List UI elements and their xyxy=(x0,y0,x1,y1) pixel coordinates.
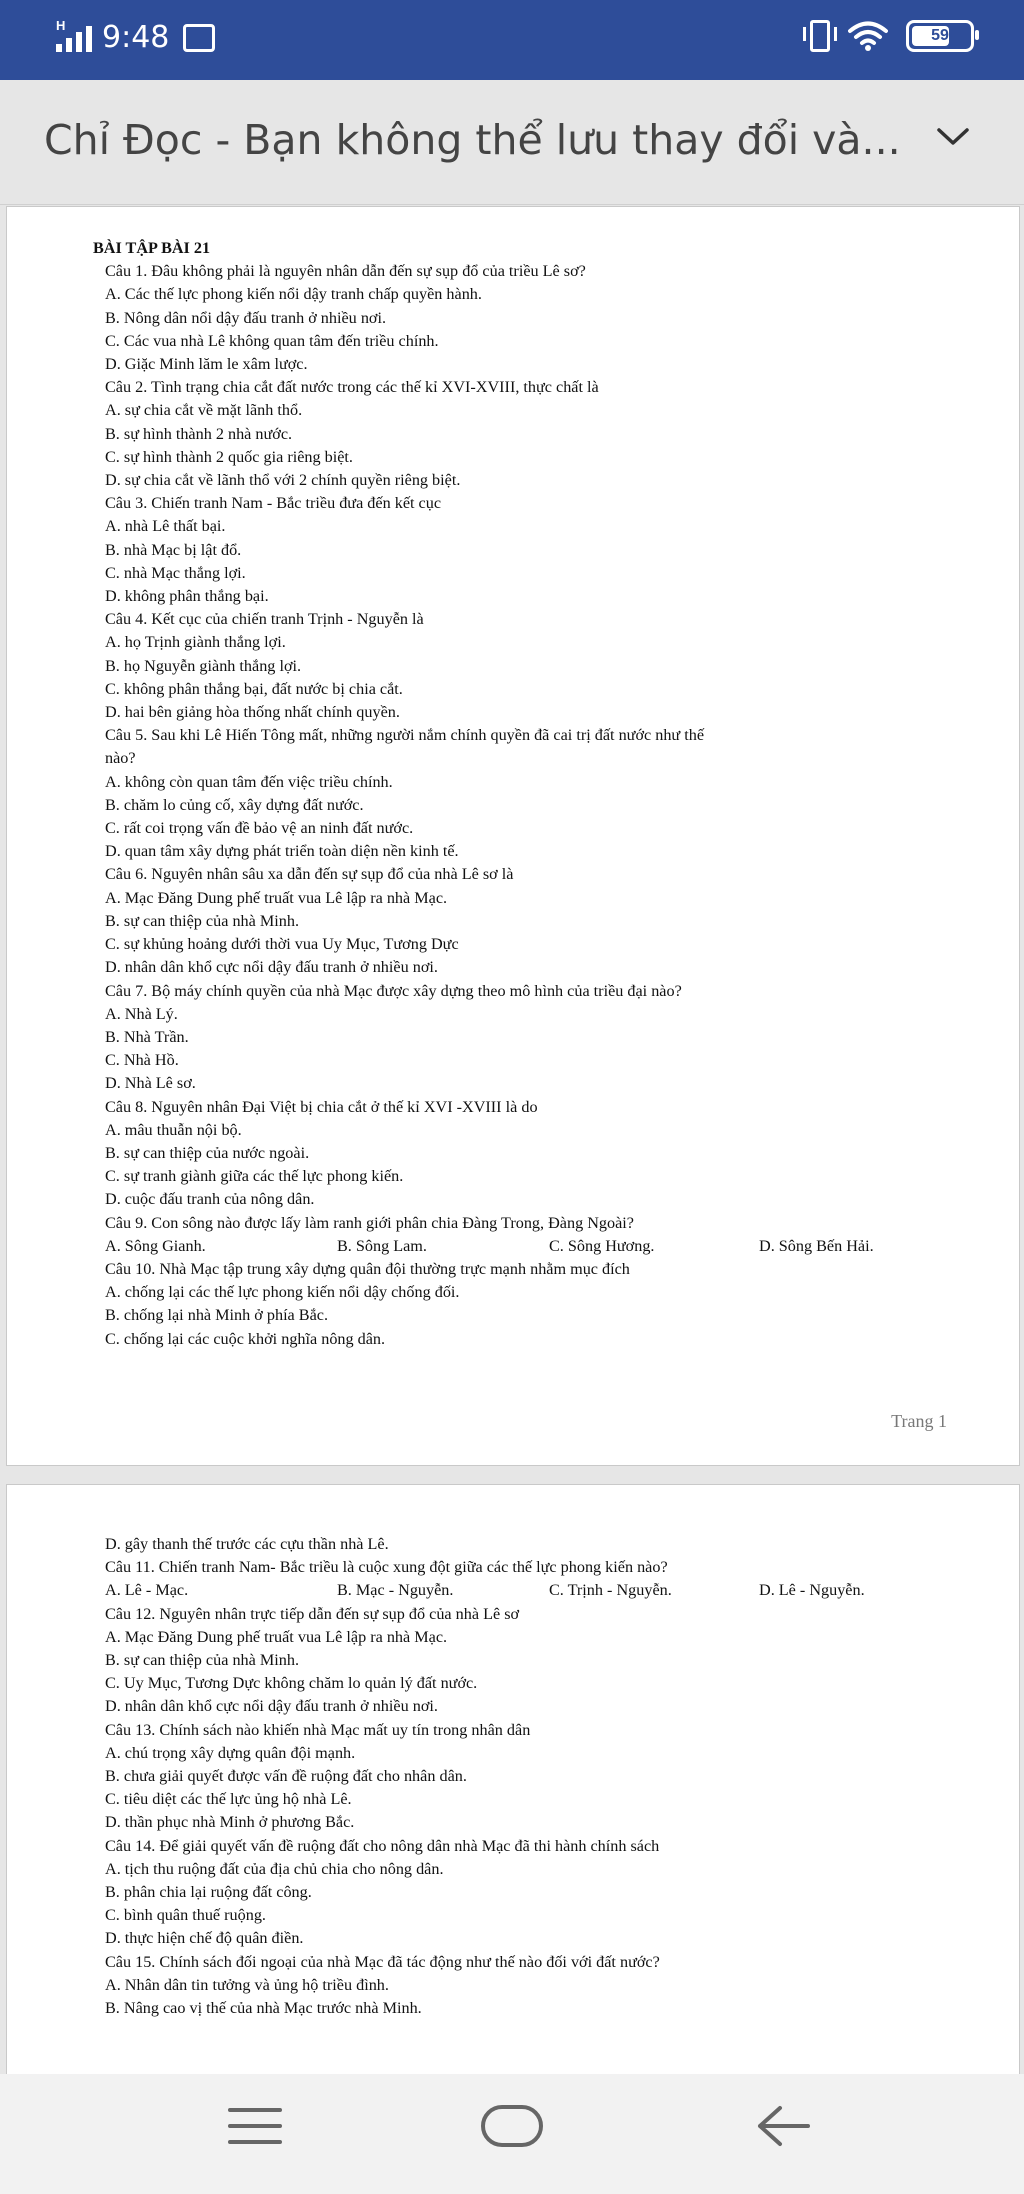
answer-line: D. Nhà Lê sơ. xyxy=(105,1074,196,1093)
answer-line: D. gây thanh thế trước các cựu thần nhà Lê. xyxy=(105,1535,389,1553)
home-icon[interactable] xyxy=(480,2104,544,2148)
answer-line: C. sự hình thành 2 quốc gia riêng biệt. xyxy=(105,447,353,466)
answer-line: B. Nâng cao vị thế của nhà Mạc trước nhà Minh. xyxy=(105,1999,422,2018)
answer-line: A. Nhà Lý. xyxy=(105,1004,178,1023)
answer-line: C. bình quân thuế ruộng. xyxy=(105,1906,266,1925)
answer-line: D. hai bên giảng hòa thống nhất chính quyền. xyxy=(105,703,400,722)
chevron-down-icon[interactable] xyxy=(936,126,970,148)
document-page-2 xyxy=(6,1484,1020,2076)
question-line: Câu 11. Chiến tranh Nam- Bắc triều là cuộc xung đột giữa các thế lực phong kiến nào? xyxy=(105,1558,668,1577)
answer-line: nào? xyxy=(105,749,136,768)
answer-line: D. nhân dân khổ cực nổi dậy đấu tranh ở nhiều nơi. xyxy=(105,958,438,977)
question-line: Câu 1. Đâu không phải là nguyên nhân dẫn đến sự sụp đổ của triều Lê sơ? xyxy=(105,262,586,281)
question-line: Câu 9. Con sông nào được lấy làm ranh giới phân chia Đàng Trong, Đàng Ngoài? xyxy=(105,1213,634,1232)
question-line: Câu 12. Nguyên nhân trực tiếp dẫn đến sự sụp đổ của nhà Lê sơ xyxy=(105,1604,520,1623)
answer-line: A. Nhân dân tin tưởng và ủng hộ triều đình. xyxy=(105,1975,389,1994)
answer-options-row xyxy=(87,1235,947,1258)
answer-line: C. Uy Mục, Tương Dực không chăm lo quản lý đất nước. xyxy=(105,1674,478,1693)
wifi-icon xyxy=(848,20,888,52)
back-icon[interactable] xyxy=(756,2104,810,2148)
answer-line: D. thần phục nhà Minh ở phương Bắc. xyxy=(105,1813,355,1832)
status-right xyxy=(810,20,974,52)
battery-level: 59 xyxy=(931,27,949,44)
document-page-1 xyxy=(6,206,1020,1466)
answer-options-row xyxy=(87,1579,947,1602)
answer-line: B. họ Nguyễn giành thắng lợi. xyxy=(105,656,302,675)
answer-line: A. tịch thu ruộng đất của địa chủ chia cho nông dân. xyxy=(105,1859,444,1878)
answer-line: A. không còn quan tâm đến việc triều chính. xyxy=(105,772,393,791)
answer-line: A. nhà Lê thất bại. xyxy=(105,517,226,536)
answer-option: C. Sông Hương. xyxy=(549,1236,655,1255)
answer-line: C. Nhà Hồ. xyxy=(105,1051,179,1070)
answer-line: C. không phân thắng bại, đất nước bị chia cắt. xyxy=(105,679,403,698)
answer-line: B. Nông dân nổi dậy đấu tranh ở nhiều nơi. xyxy=(105,308,387,327)
answer-line: B. Nhà Trần. xyxy=(105,1027,189,1046)
answer-line: A. Các thế lực phong kiến nổi dậy tranh chấp quyền hành. xyxy=(105,285,482,304)
answer-option: D. Sông Bến Hải. xyxy=(759,1236,874,1255)
document-title-bar[interactable] xyxy=(0,80,1024,205)
answer-line: A. chú trọng xây dựng quân đội mạnh. xyxy=(105,1743,356,1762)
answer-line: C. sự tranh giành giữa các thế lực phong kiến. xyxy=(105,1167,404,1186)
answer-line: B. sự can thiệp của nhà Minh. xyxy=(105,911,299,930)
battery-icon xyxy=(906,20,974,52)
answer-line: A. Mạc Đăng Dung phế truất vua Lê lập ra nhà Mạc. xyxy=(105,1627,448,1646)
answer-line: B. nhà Mạc bị lật đổ. xyxy=(105,540,242,559)
signal-icon xyxy=(56,17,92,52)
answer-line: A. sự chia cắt về mặt lãnh thổ. xyxy=(105,401,303,420)
vibrate-icon xyxy=(810,20,830,52)
answer-line: B. sự hình thành 2 nhà nước. xyxy=(105,424,293,443)
answer-line: C. nhà Mạc thắng lợi. xyxy=(105,563,246,582)
answer-line: A. họ Trịnh giành thắng lợi. xyxy=(105,633,286,652)
question-line: Câu 14. Để giải quyết vấn đề ruộng đất cho nông dân nhà Mạc đã thi hành chính sách xyxy=(105,1836,660,1855)
answer-line: D. không phân thắng bại. xyxy=(105,587,269,606)
status-bar xyxy=(0,0,1024,80)
question-line: Câu 2. Tình trạng chia cắt đất nước trong các thế kỉ XVI-XVIII, thực chất là xyxy=(105,378,599,397)
answer-option: C. Trịnh - Nguyễn. xyxy=(549,1581,672,1600)
question-line: Câu 6. Nguyên nhân sâu xa dẫn đến sự sụp đổ của nhà Lê sơ là xyxy=(105,865,514,884)
system-nav-bar xyxy=(0,2074,1024,2194)
question-line: Câu 13. Chính sách nào khiến nhà Mạc mất uy tín trong nhân dân xyxy=(105,1720,531,1739)
question-line: Câu 5. Sau khi Lê Hiến Tông mất, những người nắm chính quyền đã cai trị đất nước như thế xyxy=(105,726,705,745)
answer-line: D. Giặc Minh lăm le xâm lược. xyxy=(105,355,308,374)
answer-line: C. chống lại các cuộc khởi nghĩa nông dân. xyxy=(105,1329,386,1348)
answer-line: A. Mạc Đăng Dung phế truất vua Lê lập ra nhà Mạc. xyxy=(105,888,448,907)
answer-line: A. chống lại các thế lực phong kiến nổi dậy chống đối. xyxy=(105,1283,460,1302)
question-line: Câu 3. Chiến tranh Nam - Bắc triều đưa đến kết cục xyxy=(105,494,442,513)
page-heading: BÀI TẬP BÀI 21 xyxy=(93,239,211,257)
answer-line: C. rất coi trọng vấn đề bảo vệ an ninh đất nước. xyxy=(105,819,414,838)
document-title: Chỉ Đọc - Bạn không thể lưu thay đổi và... xyxy=(44,116,901,164)
answer-option: B. Sông Lam. xyxy=(337,1236,427,1255)
page-number: Trang 1 xyxy=(891,1411,947,1431)
page-2-content xyxy=(87,1533,947,2020)
answer-line: B. chưa giải quyết được vấn đề ruộng đất cho nhân dân. xyxy=(105,1767,467,1786)
answer-line: D. sự chia cắt về lãnh thổ với 2 chính quyền riêng biệt. xyxy=(105,471,461,490)
question-line: Câu 4. Kết cục của chiến tranh Trịnh - Nguyễn là xyxy=(105,610,424,629)
answer-line: B. chống lại nhà Minh ở phía Bắc. xyxy=(105,1306,329,1325)
answer-line: B. sự can thiệp của nhà Minh. xyxy=(105,1651,299,1670)
answer-option: B. Mạc - Nguyễn. xyxy=(337,1581,454,1600)
answer-line: A. mâu thuẫn nội bộ. xyxy=(105,1120,242,1139)
clock-time: 9:48 xyxy=(102,20,170,55)
answer-line: C. sự khủng hoảng dưới thời vua Uy Mục, Tương Dực xyxy=(105,935,459,954)
status-left xyxy=(56,17,215,55)
answer-line: D. nhân dân khổ cực nổi dậy đấu tranh ở nhiều nơi. xyxy=(105,1697,438,1716)
page-1-content xyxy=(87,237,947,1351)
answer-line: B. phân chia lại ruộng đất công. xyxy=(105,1883,312,1902)
answer-line: B. chăm lo củng cố, xây dựng đất nước. xyxy=(105,795,364,814)
answer-option: A. Lê - Mạc. xyxy=(105,1581,189,1600)
answer-line: D. cuộc đấu tranh của nông dân. xyxy=(105,1190,315,1209)
question-line: Câu 10. Nhà Mạc tập trung xây dựng quân đội thường trực mạnh nhằm mục đích xyxy=(105,1259,630,1278)
answer-line: D. quan tâm xây dựng phát triển toàn diện nền kinh tế. xyxy=(105,842,459,861)
network-type-label: H xyxy=(56,17,66,33)
answer-line: D. thực hiện chế độ quân điền. xyxy=(105,1929,304,1948)
answer-option: D. Lê - Nguyễn. xyxy=(759,1581,865,1600)
closed-caption-icon xyxy=(183,24,215,52)
menu-icon[interactable] xyxy=(228,2106,282,2146)
question-line: Câu 8. Nguyên nhân Đại Việt bị chia cắt ở thế kỉ XVI -XVIII là do xyxy=(105,1097,538,1116)
answer-line: B. sự can thiệp của nước ngoài. xyxy=(105,1143,310,1162)
answer-option: A. Sông Gianh. xyxy=(105,1236,206,1255)
answer-line: C. Các vua nhà Lê không quan tâm đến triều chính. xyxy=(105,331,439,350)
answer-line: C. tiêu diệt các thế lực ủng hộ nhà Lê. xyxy=(105,1790,352,1809)
question-line: Câu 15. Chính sách đối ngoại của nhà Mạc đã tác động như thế nào đối với đất nước? xyxy=(105,1952,660,1971)
question-line: Câu 7. Bộ máy chính quyền của nhà Mạc được xây dựng theo mô hình của triều đại nào? xyxy=(105,981,682,1000)
